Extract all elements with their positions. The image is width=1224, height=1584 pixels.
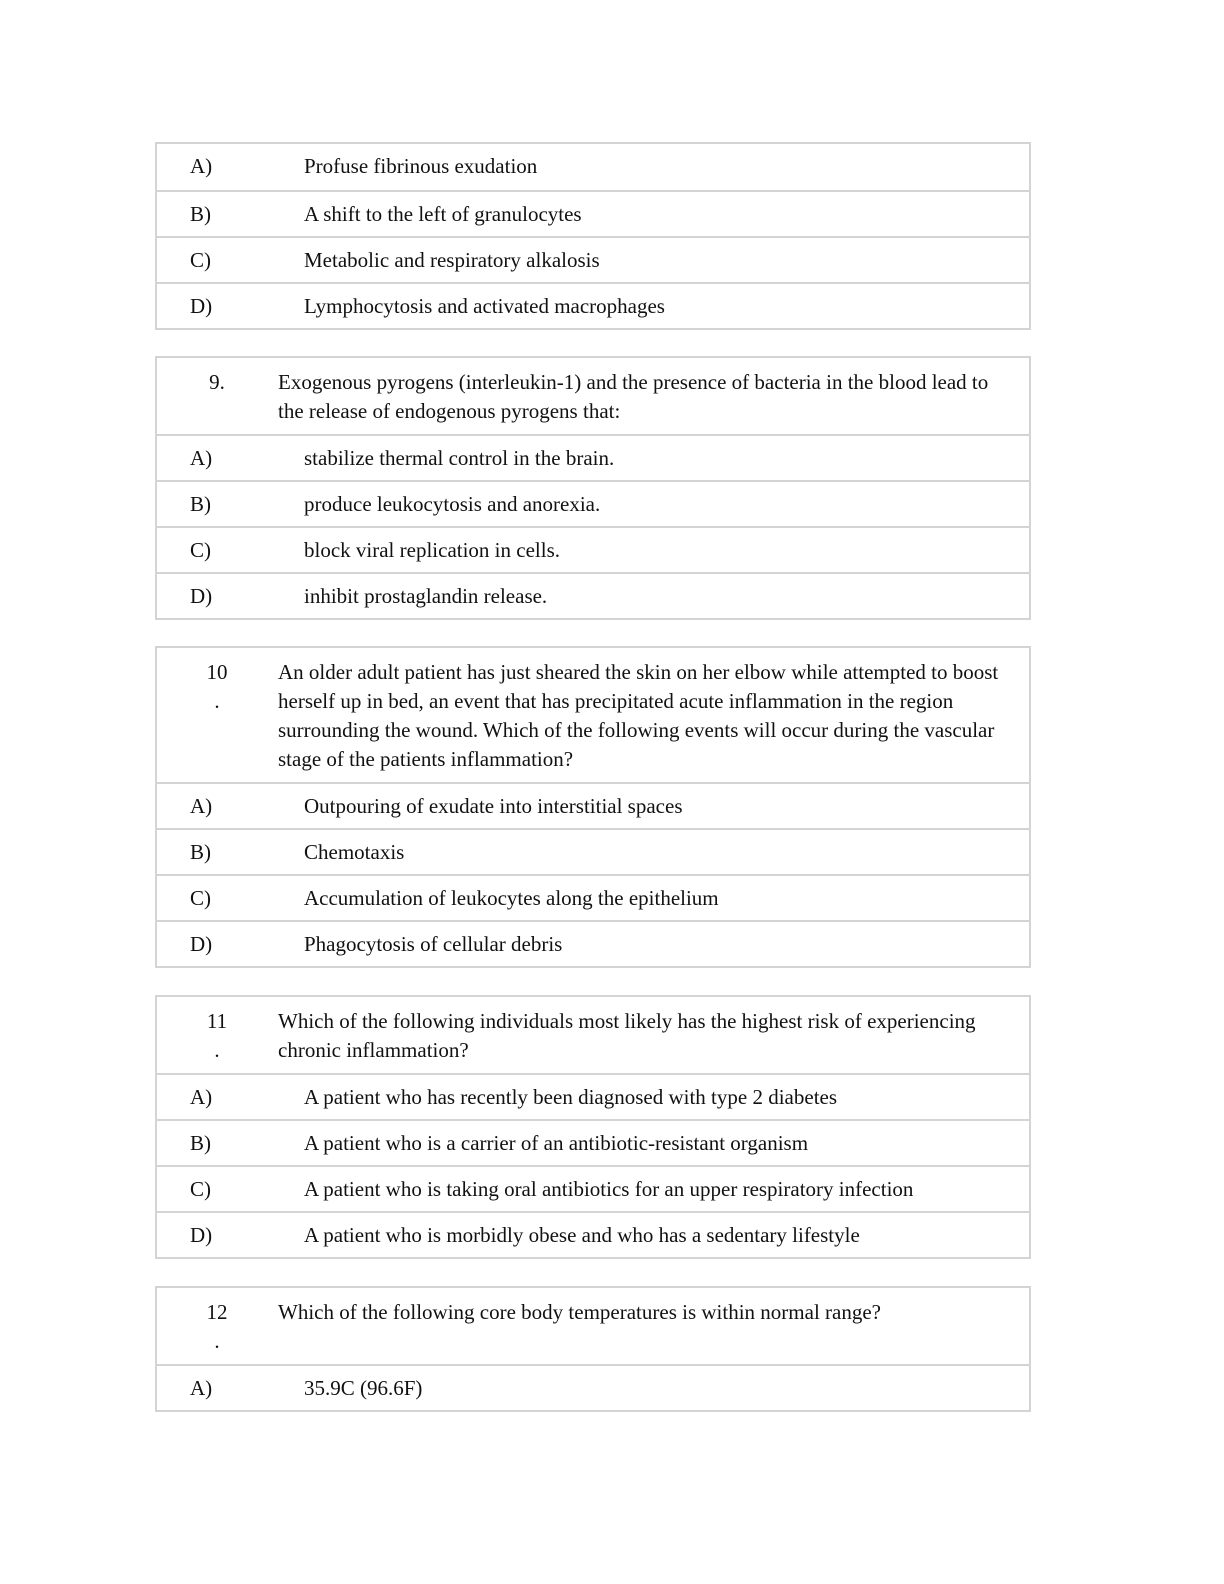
option-text: A patient who has recently been diagnosed with type 2 diabetes — [304, 1085, 838, 1109]
option-row — [157, 828, 1029, 874]
option-text: Outpouring of exudate into interstitial spaces — [304, 794, 683, 818]
option-letter: C) — [190, 538, 211, 562]
question-stem-row — [157, 1288, 1029, 1364]
option-letter: A) — [190, 1376, 213, 1400]
option-text: stabilize thermal control in the brain. — [304, 446, 615, 470]
question-text: An older adult patient has just sheared the skin on her elbow while attempted to boost herself up in bed, an event that has precipitated acute inflammation in the region surrounding the wound. Which of the following events will occur during the vascular stage of the patients inflammation? — [278, 660, 999, 771]
option-row — [157, 526, 1029, 572]
option-text: inhibit prostaglandin release. — [304, 584, 548, 608]
question-block-12 — [155, 1286, 1031, 1412]
option-text: Lymphocytosis and activated macrophages — [304, 294, 665, 318]
question-text: Which of the following individuals most likely has the highest risk of experiencing chronic inflammation? — [278, 1009, 976, 1062]
option-text: A patient who is taking oral antibiotics for an upper respiratory infection — [304, 1177, 914, 1201]
option-row — [157, 282, 1029, 328]
option-letter: C) — [190, 248, 211, 272]
option-text: block viral replication in cells. — [304, 538, 560, 562]
option-row — [157, 1165, 1029, 1211]
option-row — [157, 874, 1029, 920]
option-text: Profuse fibrinous exudation — [304, 154, 538, 178]
option-letter: B) — [190, 1131, 211, 1155]
option-letter: D) — [190, 1223, 213, 1247]
option-letter: A) — [190, 154, 213, 178]
question-number: 9. — [209, 370, 225, 394]
question-block-11 — [155, 995, 1031, 1259]
option-letter: C) — [190, 1177, 211, 1201]
question-stem-row — [157, 358, 1029, 434]
option-row — [157, 144, 1029, 190]
question-block-10 — [155, 646, 1031, 968]
option-row — [157, 782, 1029, 828]
option-text: A patient who is a carrier of an antibiotic-resistant organism — [304, 1131, 809, 1155]
option-row — [157, 1364, 1029, 1410]
question-stem-row — [157, 648, 1029, 782]
option-letter: D) — [190, 584, 213, 608]
option-letter: A) — [190, 1085, 213, 1109]
option-row — [157, 920, 1029, 966]
option-row — [157, 1119, 1029, 1165]
question-number: 10 . — [206, 660, 228, 713]
option-text: Accumulation of leukocytes along the epithelium — [304, 886, 719, 910]
option-letter: B) — [190, 840, 211, 864]
question-number: 12 . — [206, 1300, 228, 1353]
option-letter: D) — [190, 932, 213, 956]
question-text: Which of the following core body temperatures is within normal range? — [278, 1300, 881, 1324]
option-text: A patient who is morbidly obese and who has a sedentary lifestyle — [304, 1223, 860, 1247]
option-text: Metabolic and respiratory alkalosis — [304, 248, 600, 272]
option-letter: B) — [190, 492, 211, 516]
option-letter: A) — [190, 794, 213, 818]
option-letter: D) — [190, 294, 213, 318]
option-row — [157, 1211, 1029, 1257]
option-row — [157, 236, 1029, 282]
option-row — [157, 434, 1029, 480]
question-text: Exogenous pyrogens (interleukin-1) and the presence of bacteria in the blood lead to the release of endogenous pyrogens that: — [278, 370, 989, 423]
question-block-9 — [155, 356, 1031, 620]
question-block-8-options — [155, 142, 1031, 330]
option-letter: A) — [190, 446, 213, 470]
question-stem-row — [157, 997, 1029, 1073]
option-text: 35.9C (96.6F) — [304, 1376, 423, 1400]
option-row — [157, 572, 1029, 618]
option-row — [157, 480, 1029, 526]
option-letter: B) — [190, 202, 211, 226]
option-text: Phagocytosis of cellular debris — [304, 932, 563, 956]
option-row — [157, 190, 1029, 236]
option-text: A shift to the left of granulocytes — [304, 202, 582, 226]
question-number: 11 . — [206, 1009, 228, 1062]
option-text: produce leukocytosis and anorexia. — [304, 492, 601, 516]
option-text: Chemotaxis — [304, 840, 405, 864]
option-letter: C) — [190, 886, 211, 910]
option-row — [157, 1073, 1029, 1119]
